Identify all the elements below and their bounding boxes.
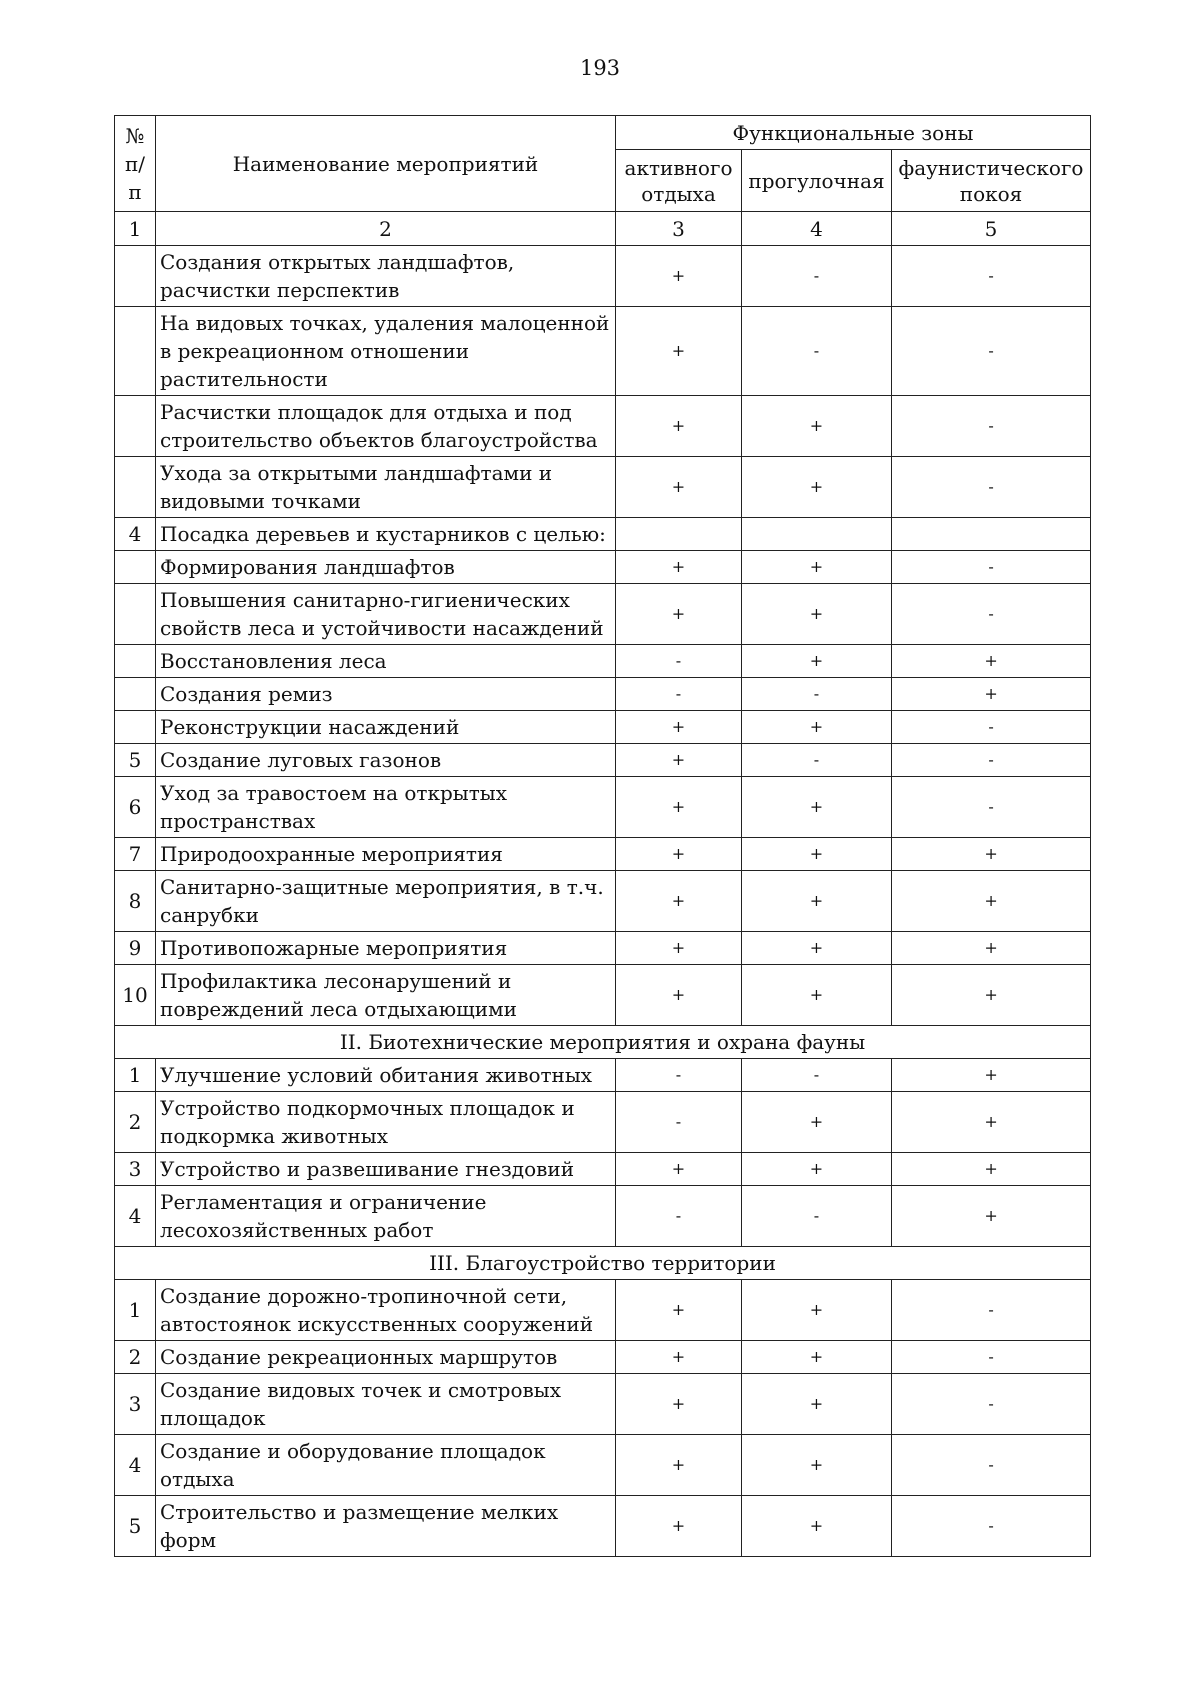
row-mark-fauna-zone: - — [892, 1374, 1091, 1435]
row-measure-name: Регламентация и ограничение лесохозяйственных работ — [156, 1186, 616, 1247]
row-mark-active-zone: + — [616, 1341, 742, 1374]
row-mark-active-zone: + — [616, 307, 742, 396]
row-mark-walk-zone: + — [742, 1092, 892, 1153]
row-mark-fauna-zone: - — [892, 1496, 1091, 1557]
row-mark-fauna-zone: - — [892, 711, 1091, 744]
row-number: 5 — [115, 744, 156, 777]
row-mark-walk-zone: + — [742, 1341, 892, 1374]
row-mark-active-zone: - — [616, 1059, 742, 1092]
table-row — [115, 1059, 1091, 1092]
table-row — [115, 838, 1091, 871]
row-number: 3 — [115, 1374, 156, 1435]
row-mark-fauna-zone: - — [892, 246, 1091, 307]
table-row — [115, 584, 1091, 645]
row-mark-active-zone: + — [616, 932, 742, 965]
row-mark-fauna-zone: + — [892, 932, 1091, 965]
row-mark-walk-zone — [742, 518, 892, 551]
row-mark-active-zone: + — [616, 1496, 742, 1557]
table-row — [115, 678, 1091, 711]
row-measure-name: Восстановления леса — [156, 645, 616, 678]
row-mark-walk-zone: + — [742, 396, 892, 457]
row-mark-fauna-zone: + — [892, 645, 1091, 678]
row-mark-walk-zone: - — [742, 744, 892, 777]
row-mark-fauna-zone: + — [892, 871, 1091, 932]
row-measure-name: На видовых точках, удаления малоценной в рекреационном отношении растительности — [156, 307, 616, 396]
column-number: 2 — [156, 212, 616, 246]
row-number: 9 — [115, 932, 156, 965]
row-number: 10 — [115, 965, 156, 1026]
table-body — [115, 246, 1091, 1557]
row-mark-fauna-zone: - — [892, 551, 1091, 584]
table-row — [115, 871, 1091, 932]
row-mark-fauna-zone: - — [892, 744, 1091, 777]
row-mark-fauna-zone: - — [892, 307, 1091, 396]
row-number — [115, 246, 156, 307]
row-mark-fauna-zone: + — [892, 1153, 1091, 1186]
row-mark-walk-zone: + — [742, 1374, 892, 1435]
row-mark-active-zone: + — [616, 1153, 742, 1186]
row-mark-fauna-zone — [892, 518, 1091, 551]
row-measure-name: Создание луговых газонов — [156, 744, 616, 777]
row-number — [115, 584, 156, 645]
row-mark-walk-zone: + — [742, 457, 892, 518]
table-header — [115, 116, 1091, 246]
row-measure-name: Реконструкции насаждений — [156, 711, 616, 744]
row-mark-active-zone: + — [616, 965, 742, 1026]
table-row — [115, 777, 1091, 838]
table-row — [115, 457, 1091, 518]
row-measure-name: Уход за травостоем на открытых пространствах — [156, 777, 616, 838]
table-row — [115, 1496, 1091, 1557]
row-number: 1 — [115, 1280, 156, 1341]
row-mark-active-zone: + — [616, 457, 742, 518]
row-number: 3 — [115, 1153, 156, 1186]
header-zone-walk: прогулочная — [742, 150, 892, 212]
row-mark-active-zone: + — [616, 777, 742, 838]
row-mark-fauna-zone: - — [892, 457, 1091, 518]
column-number: 3 — [616, 212, 742, 246]
row-mark-walk-zone: - — [742, 678, 892, 711]
row-mark-active-zone: + — [616, 1374, 742, 1435]
section-heading-row — [115, 1026, 1091, 1059]
column-number: 1 — [115, 212, 156, 246]
row-mark-walk-zone: - — [742, 1059, 892, 1092]
row-mark-walk-zone: + — [742, 1496, 892, 1557]
row-number: 6 — [115, 777, 156, 838]
row-number: 7 — [115, 838, 156, 871]
table-row — [115, 711, 1091, 744]
row-mark-walk-zone: + — [742, 932, 892, 965]
section-heading-row — [115, 1247, 1091, 1280]
row-number: 4 — [115, 518, 156, 551]
row-mark-walk-zone: + — [742, 965, 892, 1026]
row-number — [115, 678, 156, 711]
row-number — [115, 307, 156, 396]
row-measure-name: Создания открытых ландшафтов, расчистки перспектив — [156, 246, 616, 307]
row-number: 2 — [115, 1092, 156, 1153]
row-mark-fauna-zone: + — [892, 1092, 1091, 1153]
row-measure-name: Создание и оборудование площадок отдыха — [156, 1435, 616, 1496]
row-measure-name: Формирования ландшафтов — [156, 551, 616, 584]
row-mark-fauna-zone: - — [892, 396, 1091, 457]
row-mark-walk-zone: + — [742, 1280, 892, 1341]
row-measure-name: Устройство и развешивание гнездовий — [156, 1153, 616, 1186]
row-measure-name: Создание видовых точек и смотровых площадок — [156, 1374, 616, 1435]
row-number: 4 — [115, 1186, 156, 1247]
table-row — [115, 645, 1091, 678]
table-row — [115, 518, 1091, 551]
column-number: 4 — [742, 212, 892, 246]
row-measure-name: Устройство подкормочных площадок и подкормка животных — [156, 1092, 616, 1153]
row-mark-fauna-zone: + — [892, 965, 1091, 1026]
row-measure-name: Создания ремиз — [156, 678, 616, 711]
row-mark-walk-zone: + — [742, 1435, 892, 1496]
header-num: № п/п — [115, 116, 156, 212]
row-mark-active-zone: + — [616, 871, 742, 932]
row-mark-active-zone: + — [616, 396, 742, 457]
row-mark-walk-zone: - — [742, 1186, 892, 1247]
row-mark-active-zone: - — [616, 1186, 742, 1247]
row-measure-name: Улучшение условий обитания животных — [156, 1059, 616, 1092]
table-row — [115, 551, 1091, 584]
row-mark-fauna-zone: - — [892, 1435, 1091, 1496]
table-row — [115, 1341, 1091, 1374]
row-mark-walk-zone: + — [742, 838, 892, 871]
row-number: 1 — [115, 1059, 156, 1092]
row-number: 8 — [115, 871, 156, 932]
row-measure-name: Повышения санитарно-гигиенических свойств леса и устойчивости насаждений — [156, 584, 616, 645]
row-mark-active-zone: + — [616, 1280, 742, 1341]
table-row — [115, 1153, 1091, 1186]
row-number — [115, 396, 156, 457]
header-zone-fauna: фаунистического покоя — [892, 150, 1091, 212]
row-measure-name: Создание дорожно-тропиночной сети, автостоянок искусственных сооружений — [156, 1280, 616, 1341]
measures-table — [114, 115, 1091, 1557]
row-measure-name: Профилактика лесонарушений и повреждений леса отдыхающими — [156, 965, 616, 1026]
column-numbers-row — [115, 212, 1091, 246]
section-heading: III. Благоустройство территории — [115, 1247, 1091, 1280]
row-mark-fauna-zone: + — [892, 1186, 1091, 1247]
row-mark-fauna-zone: + — [892, 1059, 1091, 1092]
row-measure-name: Природоохранные мероприятия — [156, 838, 616, 871]
row-mark-active-zone: - — [616, 678, 742, 711]
table-row — [115, 246, 1091, 307]
header-zones-title: Функциональные зоны — [616, 116, 1091, 150]
row-mark-walk-zone: + — [742, 584, 892, 645]
row-mark-fauna-zone: + — [892, 678, 1091, 711]
row-measure-name: Строительство и размещение мелких форм — [156, 1496, 616, 1557]
row-mark-walk-zone: + — [742, 871, 892, 932]
row-number: 5 — [115, 1496, 156, 1557]
row-mark-fauna-zone: + — [892, 838, 1091, 871]
table-row — [115, 965, 1091, 1026]
row-mark-active-zone: + — [616, 551, 742, 584]
row-mark-active-zone: + — [616, 584, 742, 645]
table-row — [115, 1435, 1091, 1496]
row-number — [115, 645, 156, 678]
row-number — [115, 711, 156, 744]
column-number: 5 — [892, 212, 1091, 246]
row-mark-walk-zone: + — [742, 711, 892, 744]
table-row — [115, 1186, 1091, 1247]
row-mark-fauna-zone: - — [892, 584, 1091, 645]
row-number: 4 — [115, 1435, 156, 1496]
table-row — [115, 1092, 1091, 1153]
row-mark-active-zone: + — [616, 744, 742, 777]
header-zone-active: активного отдыха — [616, 150, 742, 212]
table-row — [115, 307, 1091, 396]
row-mark-active-zone: + — [616, 1435, 742, 1496]
row-number — [115, 457, 156, 518]
row-mark-walk-zone: + — [742, 551, 892, 584]
table-row — [115, 1374, 1091, 1435]
row-mark-active-zone: + — [616, 246, 742, 307]
row-mark-fauna-zone: - — [892, 1280, 1091, 1341]
row-mark-walk-zone: + — [742, 645, 892, 678]
row-measure-name: Санитарно-защитные мероприятия, в т.ч. санрубки — [156, 871, 616, 932]
row-mark-active-zone: - — [616, 645, 742, 678]
row-measure-name: Расчистки площадок для отдыха и под строительство объектов благоустройства — [156, 396, 616, 457]
row-measure-name: Посадка деревьев и кустарников с целью: — [156, 518, 616, 551]
row-mark-active-zone: + — [616, 838, 742, 871]
row-mark-active-zone: - — [616, 1092, 742, 1153]
section-heading: II. Биотехнические мероприятия и охрана фауны — [115, 1026, 1091, 1059]
row-measure-name: Ухода за открытыми ландшафтами и видовыми точками — [156, 457, 616, 518]
row-measure-name: Противопожарные мероприятия — [156, 932, 616, 965]
row-number — [115, 551, 156, 584]
row-mark-fauna-zone: - — [892, 777, 1091, 838]
row-mark-fauna-zone: - — [892, 1341, 1091, 1374]
row-number: 2 — [115, 1341, 156, 1374]
page-number: 193 — [579, 56, 621, 80]
header-name: Наименование мероприятий — [156, 116, 616, 212]
row-mark-walk-zone: - — [742, 246, 892, 307]
row-mark-active-zone: + — [616, 711, 742, 744]
row-mark-active-zone — [616, 518, 742, 551]
row-mark-walk-zone: + — [742, 1153, 892, 1186]
table-row — [115, 744, 1091, 777]
row-mark-walk-zone: + — [742, 777, 892, 838]
table-row — [115, 932, 1091, 965]
row-measure-name: Создание рекреационных маршрутов — [156, 1341, 616, 1374]
table-row — [115, 1280, 1091, 1341]
row-mark-walk-zone: - — [742, 307, 892, 396]
table-row — [115, 396, 1091, 457]
